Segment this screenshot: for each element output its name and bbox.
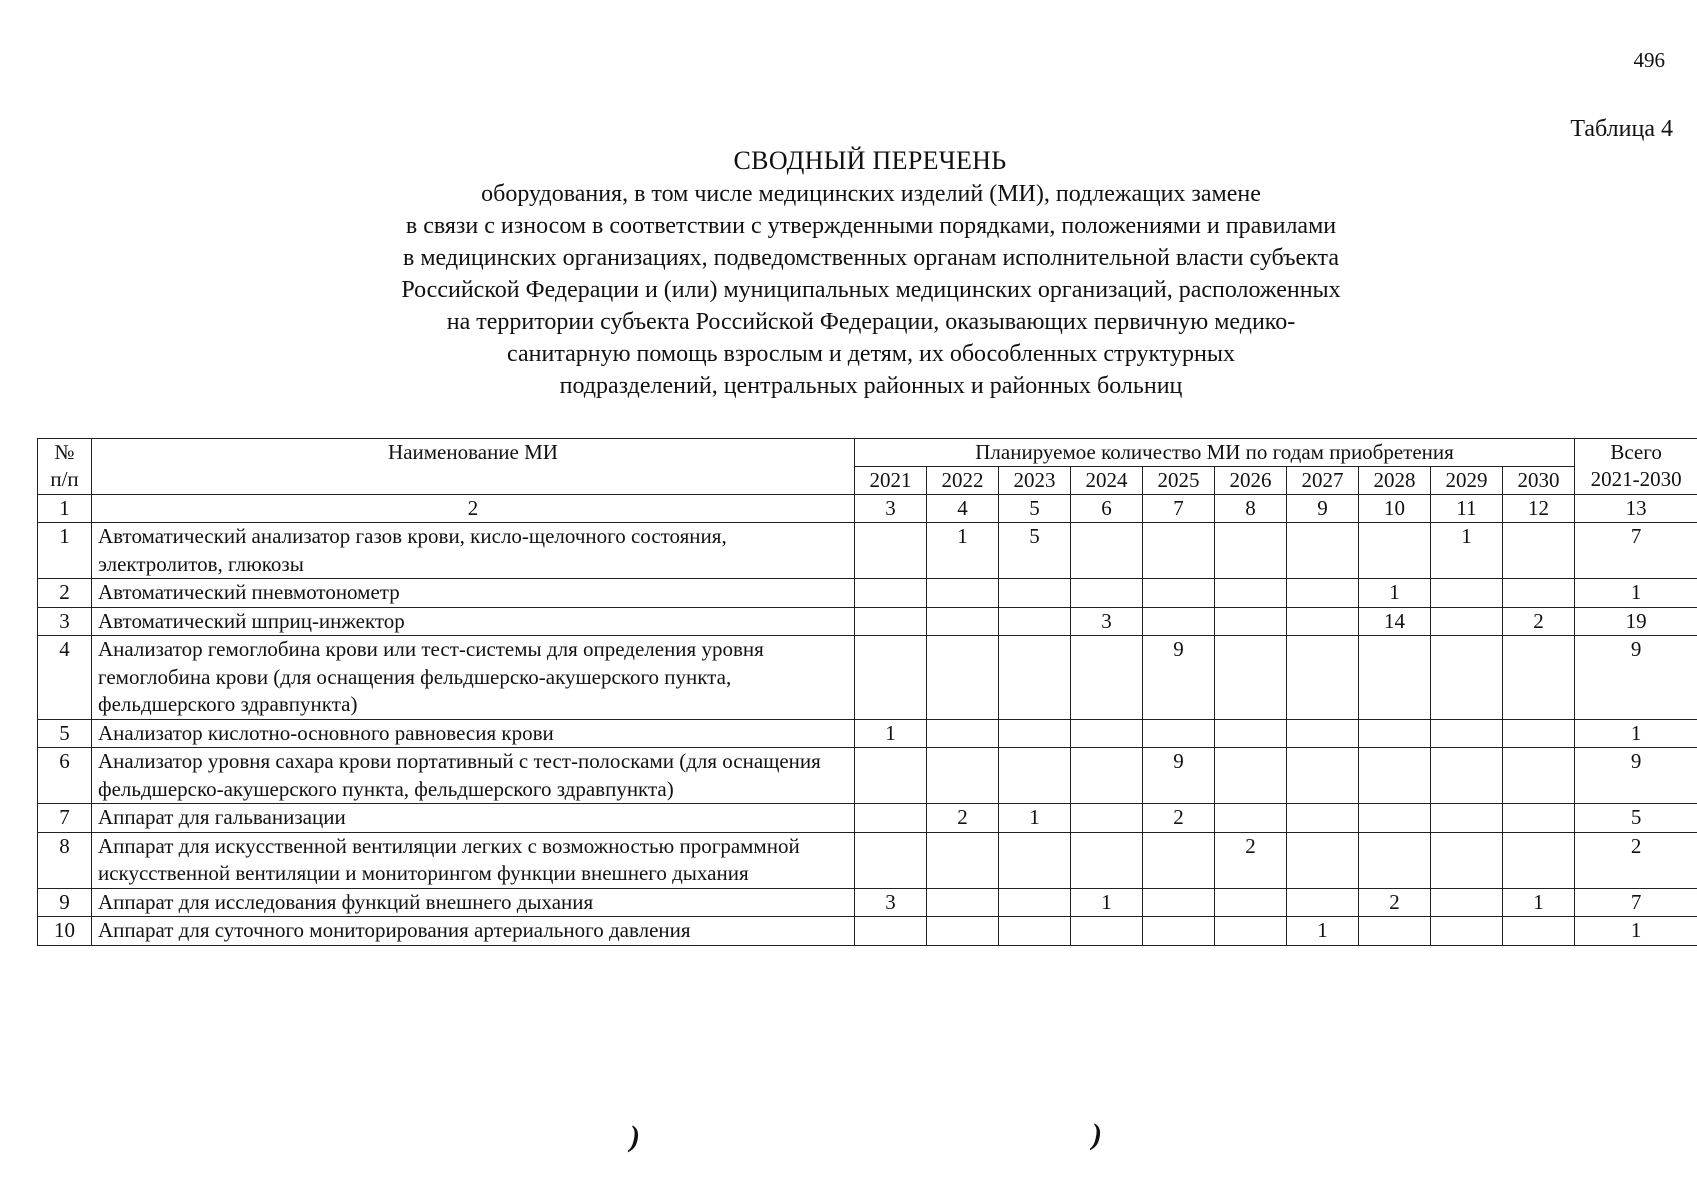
page-number: 496	[1633, 48, 1665, 72]
year-cell: 2	[1143, 804, 1215, 833]
column-index-cell: 5	[999, 495, 1071, 523]
year-cell	[1359, 917, 1431, 946]
column-index-cell: 11	[1431, 495, 1503, 523]
year-cell: 1	[855, 719, 927, 748]
year-cell	[1359, 748, 1431, 804]
column-index-cell: 1	[38, 495, 92, 523]
column-index-cell: 3	[855, 495, 927, 523]
year-cell	[927, 719, 999, 748]
row-number: 10	[38, 917, 92, 946]
year-cell	[1143, 719, 1215, 748]
row-name: Аппарат для суточного мониторирования артериального давления	[92, 917, 855, 946]
year-cell	[1431, 917, 1503, 946]
header-total-line: Всего	[1610, 440, 1662, 464]
header-num-line: п/п	[50, 467, 79, 491]
header-num	[38, 439, 92, 495]
year-cell: 9	[1143, 636, 1215, 720]
year-cell	[1287, 832, 1359, 888]
row-total: 7	[1575, 523, 1697, 579]
year-cell: 2	[927, 804, 999, 833]
row-name: Автоматический пневмотонометр	[92, 579, 855, 608]
row-total: 9	[1575, 748, 1697, 804]
year-cell	[1215, 719, 1287, 748]
year-cell	[1503, 719, 1575, 748]
year-cell	[1215, 748, 1287, 804]
year-cell	[1431, 804, 1503, 833]
year-cell	[1287, 748, 1359, 804]
header-year: 2030	[1503, 467, 1575, 495]
header-year: 2025	[1143, 467, 1215, 495]
year-cell: 9	[1143, 748, 1215, 804]
year-cell	[1503, 636, 1575, 720]
year-cell	[1143, 607, 1215, 636]
row-total: 7	[1575, 888, 1697, 917]
row-number: 1	[38, 523, 92, 579]
row-number: 7	[38, 804, 92, 833]
year-cell: 14	[1359, 607, 1431, 636]
year-cell	[999, 636, 1071, 720]
column-index-row	[38, 495, 1697, 523]
column-index-cell: 8	[1215, 495, 1287, 523]
year-cell	[1431, 888, 1503, 917]
year-cell: 2	[1215, 832, 1287, 888]
year-cell	[855, 804, 927, 833]
row-number: 5	[38, 719, 92, 748]
row-name: Аппарат для искусственной вентиляции легких с возможностью программной искусственной вентиляции и мониторингом функции внешнего дыхания	[92, 832, 855, 888]
column-index-cell: 13	[1575, 495, 1697, 523]
year-cell	[1143, 579, 1215, 608]
header-planned: Планируемое количество МИ по годам приобретения	[855, 439, 1575, 467]
year-cell	[1143, 917, 1215, 946]
row-number: 3	[38, 607, 92, 636]
year-cell	[1359, 804, 1431, 833]
year-cell	[1215, 804, 1287, 833]
year-cell	[1143, 523, 1215, 579]
year-cell	[1287, 888, 1359, 917]
table-row	[38, 917, 1697, 946]
year-cell	[1503, 748, 1575, 804]
year-cell	[1071, 523, 1143, 579]
year-cell	[1359, 636, 1431, 720]
subtitle-line: в связи с износом в соответствии с утвержденными порядками, положениями и правилами	[405, 213, 1337, 239]
row-name: Анализатор кислотно-основного равновесия крови	[92, 719, 855, 748]
header-year: 2028	[1359, 467, 1431, 495]
column-index-cell: 9	[1287, 495, 1359, 523]
year-cell	[1071, 804, 1143, 833]
handwritten-mark: )	[630, 1120, 640, 1153]
year-cell	[1215, 636, 1287, 720]
header-year: 2022	[927, 467, 999, 495]
row-name: Анализатор гемоглобина крови или тест-системы для определения уровня гемоглобина крови (для оснащения фельдшерско-акушерского пункта, фельдшерского здравпункта)	[92, 636, 855, 720]
year-cell	[999, 888, 1071, 917]
column-index-cell: 6	[1071, 495, 1143, 523]
column-index-cell: 2	[92, 495, 855, 523]
year-cell: 2	[1359, 888, 1431, 917]
year-cell	[1071, 917, 1143, 946]
year-cell	[1287, 523, 1359, 579]
row-number: 4	[38, 636, 92, 720]
table-row	[38, 804, 1697, 833]
row-number: 8	[38, 832, 92, 888]
handwritten-mark: )	[1092, 1118, 1102, 1151]
header-name: Наименование МИ	[92, 439, 855, 495]
row-total: 1	[1575, 579, 1697, 608]
year-cell	[855, 748, 927, 804]
column-index-cell: 4	[927, 495, 999, 523]
year-cell: 2	[1503, 607, 1575, 636]
header-year: 2021	[855, 467, 927, 495]
year-cell	[999, 607, 1071, 636]
row-name: Автоматический шприц-инжектор	[92, 607, 855, 636]
year-cell	[927, 636, 999, 720]
row-name: Автоматический анализатор газов крови, кисло-щелочного состояния, электролитов, глюкозы	[92, 523, 855, 579]
row-total: 9	[1575, 636, 1697, 720]
header-total	[1575, 439, 1697, 495]
year-cell: 3	[1071, 607, 1143, 636]
table-row	[38, 523, 1697, 579]
table-row	[38, 636, 1697, 720]
year-cell	[927, 917, 999, 946]
header-year: 2023	[999, 467, 1071, 495]
year-cell: 1	[999, 804, 1071, 833]
year-cell	[999, 719, 1071, 748]
row-total: 1	[1575, 917, 1697, 946]
year-cell	[1431, 719, 1503, 748]
row-number: 9	[38, 888, 92, 917]
row-total: 1	[1575, 719, 1697, 748]
row-total: 5	[1575, 804, 1697, 833]
column-index-cell: 7	[1143, 495, 1215, 523]
year-cell	[1503, 523, 1575, 579]
year-cell	[1287, 719, 1359, 748]
table-row	[38, 719, 1697, 748]
row-number: 2	[38, 579, 92, 608]
year-cell	[999, 579, 1071, 608]
year-cell: 1	[927, 523, 999, 579]
document-title: СВОДНЫЙ ПЕРЕЧЕНЬ	[733, 146, 1007, 175]
table-row	[38, 579, 1697, 608]
row-name: Аппарат для исследования функций внешнего дыхания	[92, 888, 855, 917]
year-cell	[1071, 832, 1143, 888]
header-year: 2027	[1287, 467, 1359, 495]
table-label: Таблица 4	[1570, 116, 1673, 142]
year-cell	[1071, 579, 1143, 608]
year-cell	[855, 523, 927, 579]
table-row	[38, 748, 1697, 804]
year-cell	[999, 748, 1071, 804]
table-row	[38, 832, 1697, 888]
year-cell: 1	[1071, 888, 1143, 917]
year-cell	[1287, 636, 1359, 720]
equipment-table	[37, 438, 1697, 946]
header-year: 2029	[1431, 467, 1503, 495]
year-cell: 1	[1431, 523, 1503, 579]
subtitle-line: в медицинских организациях, подведомственных органам исполнительной власти субъекта	[403, 245, 1339, 271]
year-cell	[1215, 523, 1287, 579]
header-total-line: 2021-2030	[1590, 467, 1682, 491]
table-body	[38, 495, 1697, 946]
row-name: Анализатор уровня сахара крови портативный с тест-полосками (для оснащения фельдшерско-акушерского пункта, фельдшерского здравпункта)	[92, 748, 855, 804]
row-total: 19	[1575, 607, 1697, 636]
table-row	[38, 888, 1697, 917]
year-cell	[1503, 804, 1575, 833]
subtitle-line: подразделений, центральных районных и районных больниц	[559, 373, 1183, 399]
year-cell	[927, 832, 999, 888]
year-cell	[1431, 579, 1503, 608]
year-cell	[1431, 748, 1503, 804]
year-cell	[855, 579, 927, 608]
year-cell	[1071, 748, 1143, 804]
header-year: 2024	[1071, 467, 1143, 495]
year-cell	[1503, 579, 1575, 608]
year-cell	[1071, 636, 1143, 720]
year-cell	[927, 888, 999, 917]
year-cell	[1287, 804, 1359, 833]
year-cell	[1431, 607, 1503, 636]
document-subtitle	[0, 178, 1697, 402]
year-cell: 1	[1287, 917, 1359, 946]
year-cell	[1359, 523, 1431, 579]
year-cell	[1359, 719, 1431, 748]
header-num-line: №	[54, 440, 75, 464]
year-cell	[1143, 888, 1215, 917]
subtitle-line: Российской Федерации и (или) муниципальных медицинских организаций, расположенных	[401, 277, 1341, 303]
year-cell	[1071, 719, 1143, 748]
year-cell	[927, 607, 999, 636]
header-year: 2026	[1215, 467, 1287, 495]
subtitle-line: санитарную помощь взрослым и детям, их обособленных структурных	[507, 341, 1235, 367]
year-cell: 3	[855, 888, 927, 917]
year-cell	[1503, 917, 1575, 946]
year-cell	[927, 748, 999, 804]
year-cell	[999, 832, 1071, 888]
year-cell	[1431, 832, 1503, 888]
year-cell	[855, 917, 927, 946]
year-cell	[855, 607, 927, 636]
row-total: 2	[1575, 832, 1697, 888]
year-cell	[1503, 832, 1575, 888]
year-cell	[1431, 636, 1503, 720]
column-index-cell: 10	[1359, 495, 1431, 523]
year-cell	[1215, 917, 1287, 946]
year-cell	[1215, 888, 1287, 917]
row-name: Аппарат для гальванизации	[92, 804, 855, 833]
subtitle-line: на территории субъекта Российской Федерации, оказывающих первичную медико-	[446, 309, 1296, 335]
year-cell	[855, 832, 927, 888]
year-cell: 1	[1359, 579, 1431, 608]
year-cell	[1359, 832, 1431, 888]
year-cell	[927, 579, 999, 608]
year-cell	[999, 917, 1071, 946]
year-cell	[1215, 607, 1287, 636]
year-cell	[1287, 579, 1359, 608]
table-row	[38, 607, 1697, 636]
year-cell: 1	[1503, 888, 1575, 917]
row-number: 6	[38, 748, 92, 804]
year-cell: 5	[999, 523, 1071, 579]
year-cell	[1215, 579, 1287, 608]
column-index-cell: 12	[1503, 495, 1575, 523]
year-cell	[1143, 832, 1215, 888]
year-cell	[1287, 607, 1359, 636]
subtitle-line: оборудования, в том числе медицинских изделий (МИ), подлежащих замене	[481, 181, 1261, 207]
year-cell	[855, 636, 927, 720]
